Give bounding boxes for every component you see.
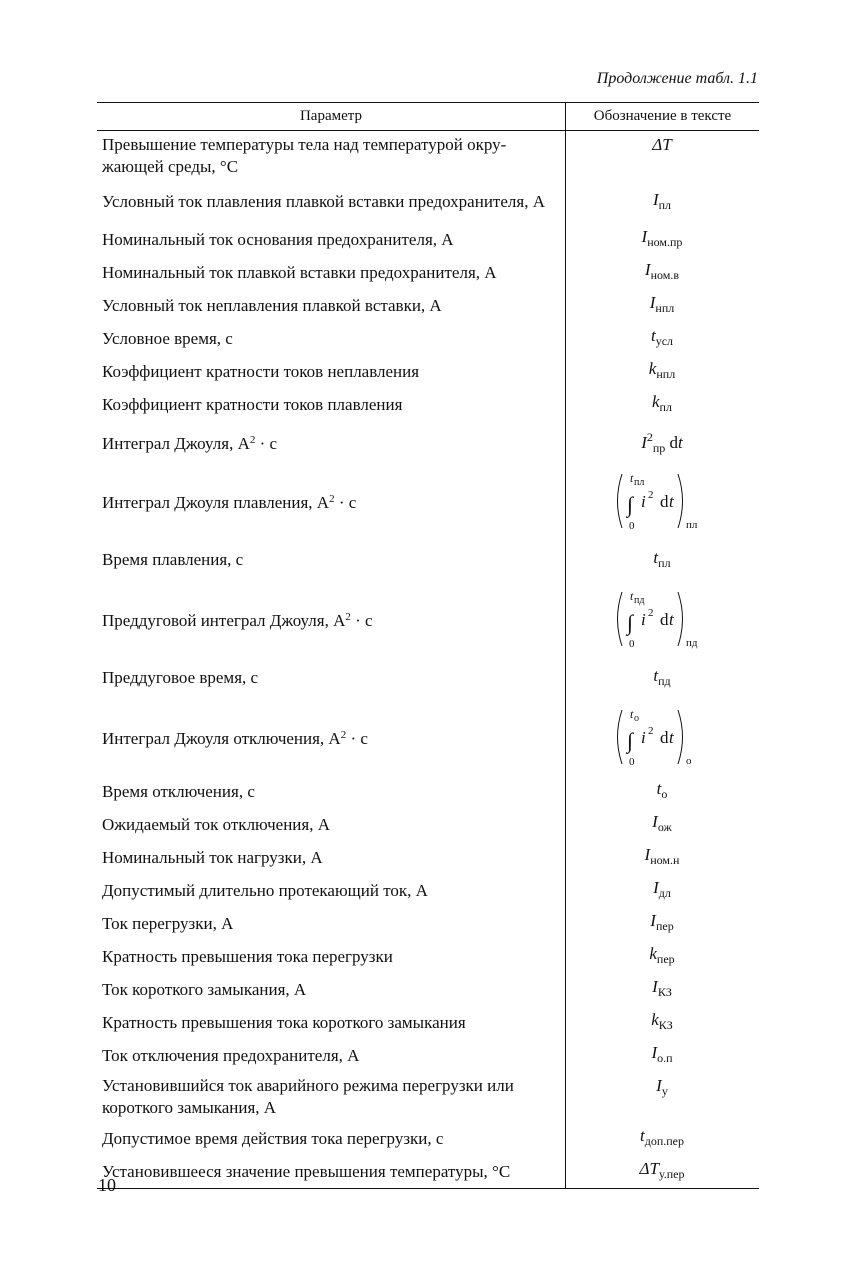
table-header-row [97,103,759,131]
symbol-subscript: пр [652,440,666,455]
symbol-cell [565,581,759,657]
svg-text:∫: ∫ [626,492,634,517]
param-cell: Номинальный ток основания предохранителя, А [97,223,565,256]
symbol-cell [565,841,759,874]
symbol-main: I [652,977,658,996]
table-row [97,1072,759,1122]
param-text: Интеграл Джоуля, А [102,434,250,453]
symbol-subscript: о.п [657,1051,673,1065]
symbol-subscript: нпл [656,367,676,381]
symbol-main: I [641,227,648,246]
param-cell: Кратность превышения тока короткого замыкания [97,1006,565,1039]
svg-text:0: 0 [628,756,635,768]
symbol-subscript: пл [659,400,672,414]
symbol-subscript: пл [658,197,672,212]
symbol-main: I [651,1043,658,1062]
param-text: Интеграл Джоуля отключения, А [102,729,341,748]
page-number: 10 [98,1175,116,1195]
symbol-subscript: усл [655,334,674,348]
symbol-subscript: ож [657,820,672,834]
symbol-cell: $I^2_{пр}$ dt [641,429,683,455]
symbol-subscript: у.пер [658,1167,685,1181]
table-row [97,1039,759,1072]
symbol-cell [565,699,759,775]
svg-text:2: 2 [647,725,654,737]
svg-text:d: d [659,610,669,629]
param-cell: Время плавления, с [97,539,565,581]
symbol-subscript: КЗ [657,985,672,999]
param-cell: Преддуговой интеграл Джоуля, $А^2 \cdot с$ [97,581,565,657]
param-cell: Допустимое время действия тока перегрузки, с [97,1122,565,1155]
param-cell: Время отключения, с [97,775,565,808]
svg-text:0: 0 [628,520,635,532]
symbol-cell [565,1155,759,1189]
symbol-main: ΔT [639,1159,659,1178]
symbol-main: I [649,293,656,312]
symbol-subscript: пер [656,952,675,966]
symbol-cell [565,131,759,182]
param-cell: Установившееся значение превышения температуры, °C [97,1155,565,1189]
svg-text:d: d [659,728,669,747]
table-row [97,1006,759,1039]
table-row [97,699,759,775]
svg-text:t: t [668,492,674,511]
table-row [97,421,759,463]
table-row [97,973,759,1006]
table-row [97,940,759,973]
table-row [97,581,759,657]
svg-text:0: 0 [628,638,635,650]
symbol-main: t [650,326,656,345]
joule-integral-formula [612,589,712,649]
symbol-cell [565,973,759,1006]
symbol-main: k [649,944,657,963]
symbol-main: I [650,911,656,930]
symbol-main: k [651,1010,659,1029]
symbol-subscript: пд [658,673,671,688]
symbol-main: k [652,392,660,411]
param-cell: Интеграл Джоуля, $А^2 \cdot с$ [97,421,565,463]
symbol-cell [565,388,759,421]
symbol-cell [565,1039,759,1072]
symbol-main: I [652,812,658,831]
table-row [97,775,759,808]
symbol-cell [565,181,759,223]
symbol-subscript: дл [658,886,671,900]
symbol-main: I [644,260,651,279]
param-cell: Преддуговое время, с [97,657,565,699]
symbol-cell [565,775,759,808]
param-cell: Кратность превышения тока перегрузки [97,940,565,973]
symbol-cell [565,322,759,355]
param-cell: Коэффициент кратности токов неплавления [97,355,565,388]
symbol-cell [565,289,759,322]
symbol-cell [565,463,759,539]
table-row [97,539,759,581]
symbol-cell [565,657,759,699]
param-cell: Условное время, с [97,322,565,355]
symbol-cell [565,256,759,289]
table-row [97,657,759,699]
svg-text:t: t [629,707,634,721]
symbol-subscript: доп.пер [644,1134,684,1148]
symbol-main: I [653,878,659,897]
svg-text:t: t [629,471,634,485]
param-text: Преддуговой интеграл Джоуля, А [102,611,346,630]
param-cell: Условный ток неплавления плавкой вставки, А [97,289,565,322]
svg-text:i: i [640,728,646,747]
param-cell: Ток перегрузки, А [97,907,565,940]
table-row [97,223,759,256]
symbol-subscript: ном.н [650,853,680,867]
svg-text:i: i [640,492,646,511]
param-cell: Условный ток плавления плавкой вставки предохранителя, А [97,181,565,223]
param-cell: Установившийся ток аварийного режима перегрузки или короткого замыкания, А [97,1072,565,1122]
symbol-subscript: нпл [655,301,675,315]
symbol-cell [565,874,759,907]
table-row [97,1155,759,1189]
symbol-cell [565,355,759,388]
table-row [97,841,759,874]
integral-outer-subscript: о [685,755,692,767]
symbol-superscript: 2 [646,429,653,444]
table-row [97,808,759,841]
table-row [97,181,759,223]
table-row [97,463,759,539]
param-cell: Коэффициент кратности токов плавления [97,388,565,421]
svg-text:∫: ∫ [626,728,634,753]
table-row [97,874,759,907]
svg-text:t: t [668,728,674,747]
symbol-main: I [644,845,651,864]
symbol-main: t [653,665,659,685]
param-text: Интеграл Джоуля плавления, А [102,493,330,512]
table-row [97,289,759,322]
symbol-cell [565,808,759,841]
table-row [97,131,759,182]
svg-text:t: t [668,610,674,629]
param-cell: Интеграл Джоуля плавления, $А^2 \cdot с$ [97,463,565,539]
svg-text:2: 2 [647,607,654,619]
table-continuation-label: Продолжение табл. 1.1 [596,70,758,87]
svg-text:2: 2 [647,489,654,501]
symbol-subscript: пл [658,555,671,570]
table-row [97,256,759,289]
svg-text:i: i [640,610,646,629]
param-cell: Ожидаемый ток отключения, А [97,808,565,841]
symbol-subscript: КЗ [658,1018,673,1032]
symbol-cell [565,1122,759,1155]
symbol-main: t [653,547,659,567]
param-cell: Номинальный ток плавкой вставки предохранителя, А [97,256,565,289]
joule-integral-formula [612,707,712,767]
symbol-cell [565,907,759,940]
param-cell: Ток отключения предохранителя, А [97,1039,565,1072]
integral-upper-limit: о [633,713,639,724]
table-row [97,322,759,355]
table-row [97,907,759,940]
symbol-cell [565,223,759,256]
symbol-cell [565,539,759,581]
joule-integral-formula [612,471,712,531]
symbol-main: t [656,779,662,798]
symbol-main: I [641,432,647,452]
param-cell: Номинальный ток нагрузки, А [97,841,565,874]
svg-text:t: t [629,589,634,603]
param-cell: Ток короткого замыкания, А [97,973,565,1006]
param-cell: Интеграл Джоуля отключения, $А^2 \cdot с$ [97,699,565,775]
symbol-subscript: у [661,1084,668,1098]
symbol-subscript: ном.в [650,268,680,282]
table-row [97,1122,759,1155]
integral-outer-subscript: пд [685,637,698,649]
integral-outer-subscript: пл [685,519,698,531]
symbol-subscript: пер [655,919,674,933]
symbol-subscript: о [661,787,668,801]
symbol-cell [565,940,759,973]
symbol-main: I [652,189,659,209]
symbol-main: I [656,1076,662,1095]
symbol-main: ΔT [652,135,672,154]
parameter-table [97,102,759,1189]
table-row [97,355,759,388]
param-cell: Допустимый длительно протекающий ток, А [97,874,565,907]
integral-upper-limit: пл [633,477,645,488]
symbol-main: t [639,1126,645,1145]
table-row [97,388,759,421]
integral-upper-limit: пд [633,595,645,606]
svg-text:∫: ∫ [626,610,634,635]
param-cell: Превышение температуры тела над температурой окружающей среды, °C [97,131,565,182]
symbol-cell [565,1072,759,1122]
col-symbol-header: Обозначение в тексте [565,103,759,131]
symbol-subscript: ном.пр [647,235,683,249]
svg-text:d: d [659,492,669,511]
symbol-main: k [648,359,657,378]
col-param-header: Параметр [97,103,565,131]
symbol-cell [565,1006,759,1039]
